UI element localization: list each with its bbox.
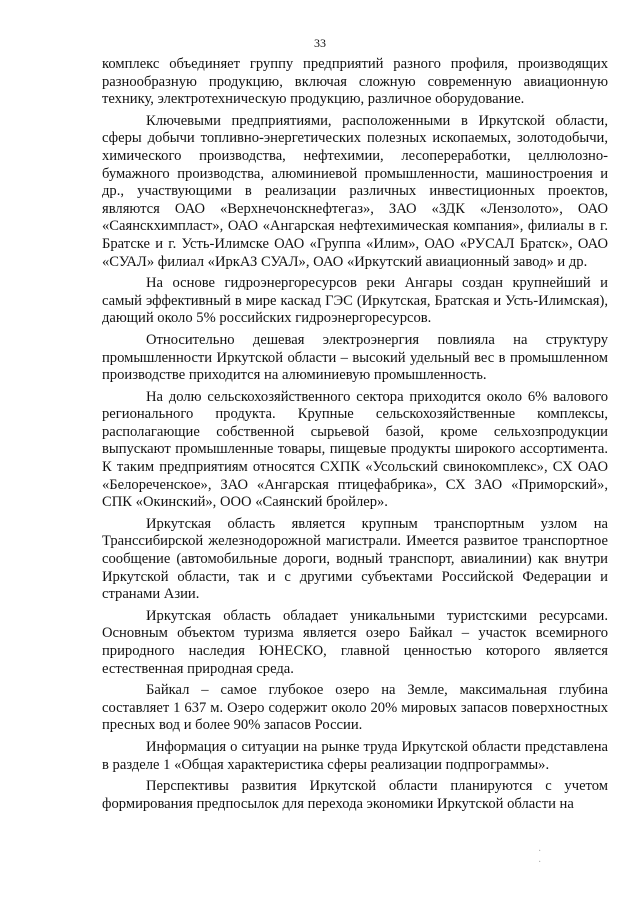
- paragraph-aviation-complex: комплекс объединяет группу предприятий разного профиля, производящих разнообразную продукцию, включая сложную современную авиационную технику, электротехническую продукцию, различное оборудование.: [102, 56, 608, 108]
- paragraph-baikal: Байкал – самое глубокое озеро на Земле, максимальная глубина составляет 1 637 м. Озеро содержит около 20% мировых запасов поверхностных пресных вод и более 90% запасов России.: [102, 682, 608, 734]
- scan-marks: · ·: [538, 846, 582, 868]
- body-text: [102, 56, 608, 817]
- page-number: 33: [314, 36, 326, 50]
- paragraph-labor-market: Информация о ситуации на рынке труда Иркутской области представлена в разделе 1 «Общая характеристика сферы реализации подпрограммы».: [102, 738, 608, 773]
- paragraph-tourism: Иркутская область обладает уникальными туристскими ресурсами. Основным объектом туризма является озеро Байкал – участок всемирного природного наследия ЮНЕСКО, главной ценностью которого является естественная природная среда.: [102, 607, 608, 677]
- paragraph-key-enterprises: Ключевыми предприятиями, расположенными в Иркутской области, сферы добычи топливно-энергетических полезных ископаемых, золотодобычи, химического производства, нефтехимии, лесопереработки, целлюлозно-бумажного производства, алюминиевой промышленности, машиностроения и др., участвующими в реализации различных инвестиционных проектов, являются ОАО «Верхнечонскнефтегаз», ЗАО «ЗДК «Лензолото», ОАО «Саянскхимпласт», ОАО «Ангарская нефтехимическая компания», филиалы в г. Братске и г. Усть-Илимске ОАО «Группа «Илим», ОАО «РУСАЛ Братск», ОАО «СУАЛ» филиал «ИркАЗ СУАЛ», ОАО «Иркутский авиационный завод» и др.: [102, 112, 608, 270]
- paragraph-agriculture: На долю сельскохозяйственного сектора приходится около 6% валового регионального продукта. Крупные сельскохозяйственные комплексы, располагающие собственной сырьевой базой, кроме сельхозпродукции выпускают промышленные товары, пищевые продукты широкого ассортимента. К таким предприятиям относятся СХПК «Усольский свинокомплекс», СХ ОАО «Белореченское», ЗАО «Ангарская птицефабрика», СХ ЗАО «Приморский», СПК «Окинский», ООО «Саянский бройлер».: [102, 388, 608, 511]
- paragraph-transport: Иркутская область является крупным транспортным узлом на Транссибирской железнодорожной магистрали. Имеется развитое транспортное сообщение (автомобильные дороги, водный транспорт, авиалинии) как внутри Иркутской области, так и с другими субъектами Российской Федерации и странами Азии.: [102, 515, 608, 603]
- paragraph-electricity: Относительно дешевая электроэнергия повлияла на структуру промышленности Иркутской области – высокий удельный вес в промышленном производстве приходится на алюминиевую промышленность.: [102, 331, 608, 384]
- paragraph-angara-hydro: На основе гидроэнергоресурсов реки Ангары создан крупнейший и самый эффективный в мире каскад ГЭС (Иркутская, Братская и Усть-Илимская), дающий около 5% российских гидроэнергоресурсов.: [102, 275, 608, 327]
- paragraph-prospects: Перспективы развития Иркутской области планируются с учетом формирования предпосылок для перехода экономики Иркутской области на: [102, 778, 608, 812]
